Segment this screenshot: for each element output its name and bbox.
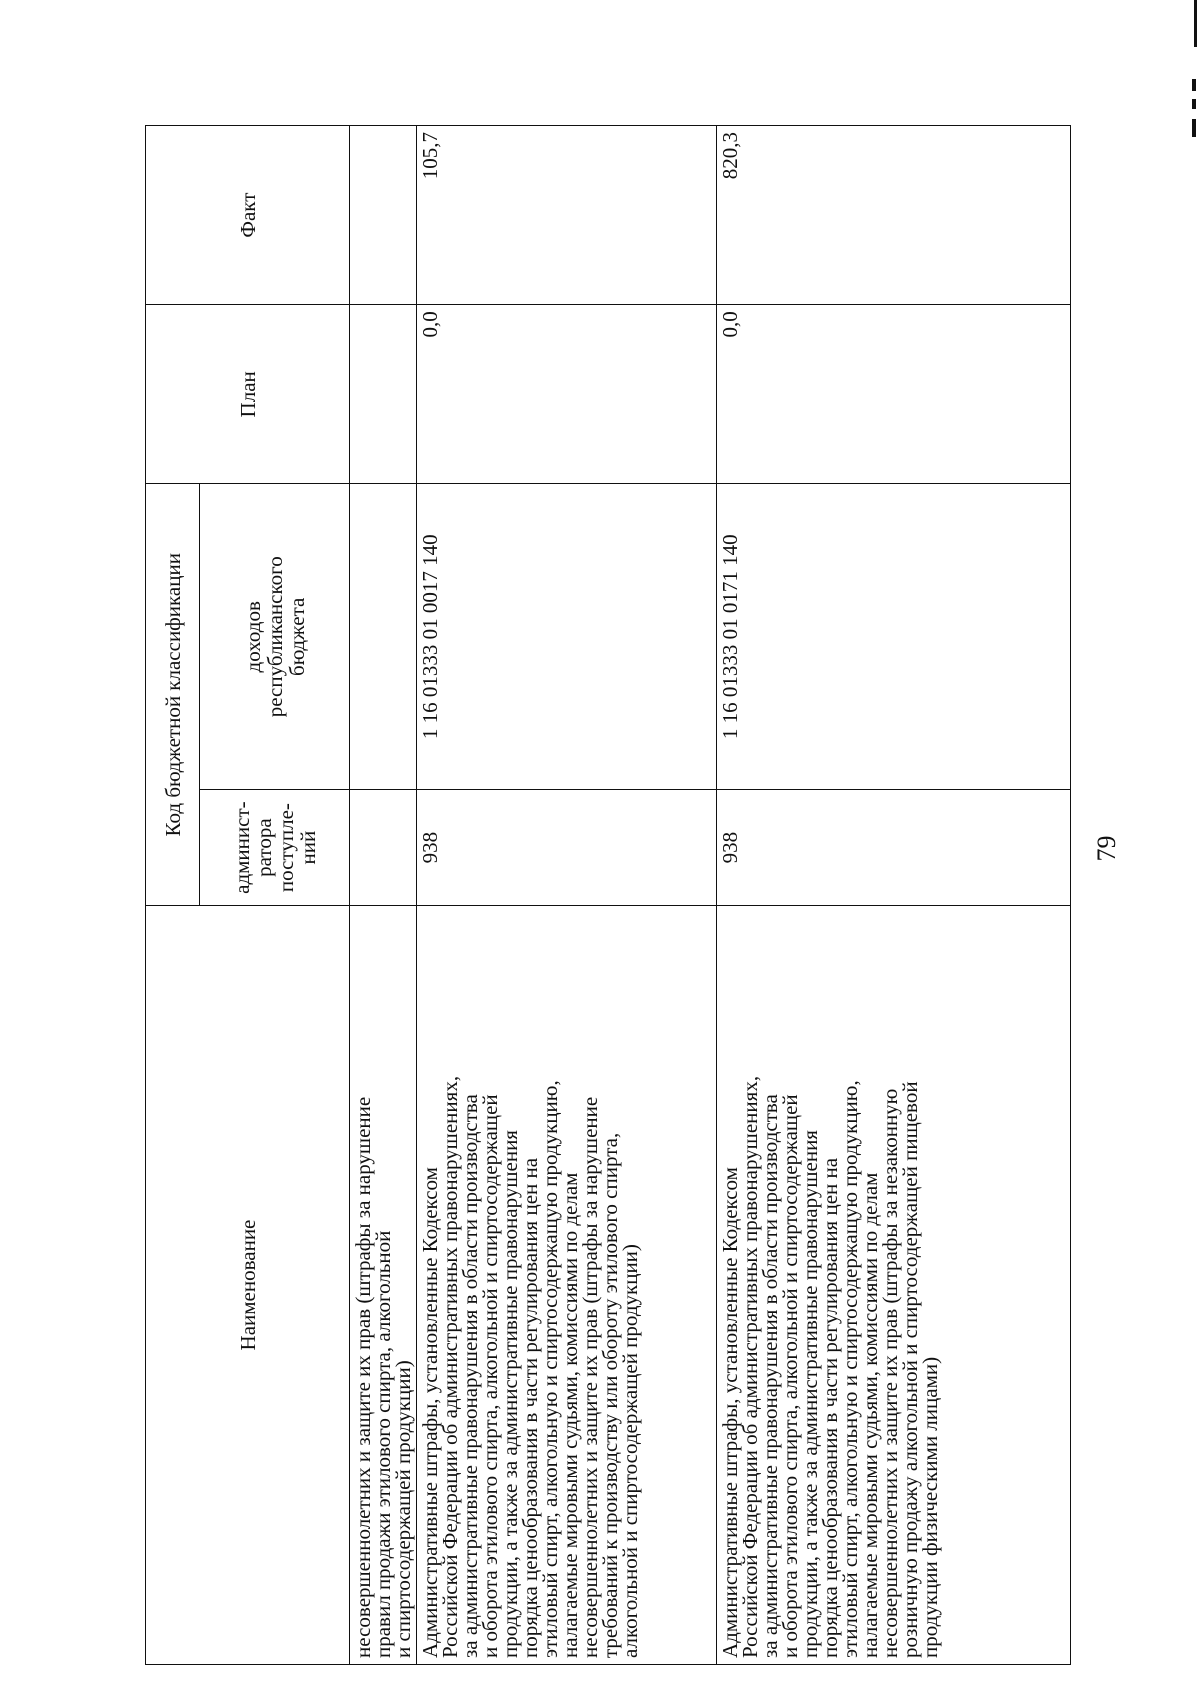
scan-edge-mark bbox=[1192, 119, 1196, 137]
page-number: 79 bbox=[1092, 835, 1121, 862]
header-code-group: Код бюджетной классификации bbox=[146, 484, 200, 906]
table-header bbox=[146, 126, 350, 1665]
scan-edge-mark bbox=[1192, 79, 1196, 91]
table-row bbox=[350, 126, 417, 1665]
row-plan: 0,0 bbox=[717, 305, 1071, 484]
row-name: Административные штрафы, установленные Кодексом Российской Федерации об административных правонарушениях, за административные правонарушения в области производства и оборота этилового спирта, алкогольной и спиртосодержащей продукции, а также за административные правонарушения порядка ценообразования в части регулирования цен на этиловый спирт, алкогольную и спиртосодержащую продукцию, налагаемые мировыми судьями, комиссиями по делам несовершеннолетних и защите их прав (штрафы за нарушение требований к производству или обороту этилового спирта, алкогольной и спиртосодержащей продукции) bbox=[417, 906, 717, 1665]
budget-table bbox=[145, 125, 1071, 1665]
row-code: 1 16 01333 01 0017 140 bbox=[417, 484, 717, 790]
row-fact: 105,7 bbox=[417, 126, 717, 305]
header-administrator: админист- ратора поступле- ний bbox=[200, 790, 350, 906]
row-plan bbox=[350, 305, 417, 484]
row-administrator: 938 bbox=[717, 790, 1071, 906]
scan-edge-bar bbox=[1194, 0, 1197, 47]
table-row bbox=[717, 126, 1071, 1665]
row-fact bbox=[350, 126, 417, 305]
row-administrator bbox=[350, 790, 417, 906]
header-fact: Факт bbox=[146, 126, 350, 305]
row-code: 1 16 01333 01 0171 140 bbox=[717, 484, 1071, 790]
row-code bbox=[350, 484, 417, 790]
row-name: несовершеннолетних и защите их прав (штрафы за нарушение правил продажи этилового спирта, алкогольной и спиртосодержащей продукции) bbox=[350, 906, 417, 1665]
header-plan: План bbox=[146, 305, 350, 484]
table-row bbox=[417, 126, 717, 1665]
header-name: Наименование bbox=[146, 906, 350, 1665]
row-plan: 0,0 bbox=[417, 305, 717, 484]
scan-edge-mark bbox=[1192, 99, 1196, 109]
header-income: доходов республиканского бюджета bbox=[200, 484, 350, 790]
row-fact: 820,3 bbox=[717, 126, 1071, 305]
row-name: Административные штрафы, установленные Кодексом Российской Федерации об административных правонарушениях, за административные правонарушения в области производства и оборота этилового спирта, алкогольной и спиртосодержащей продукции, а также за административные правонарушения порядка ценообразования в части регулирования цен на этиловый спирт, алкогольную и спиртосодержащую продукцию, налагаемые мировыми судьями, комиссиями по делам несовершеннолетних и защите их прав (штрафы за незаконную розничную продажу алкогольной и спиртосодержащей пищевой продукции физическими лицами) bbox=[717, 906, 1071, 1665]
row-administrator: 938 bbox=[417, 790, 717, 906]
